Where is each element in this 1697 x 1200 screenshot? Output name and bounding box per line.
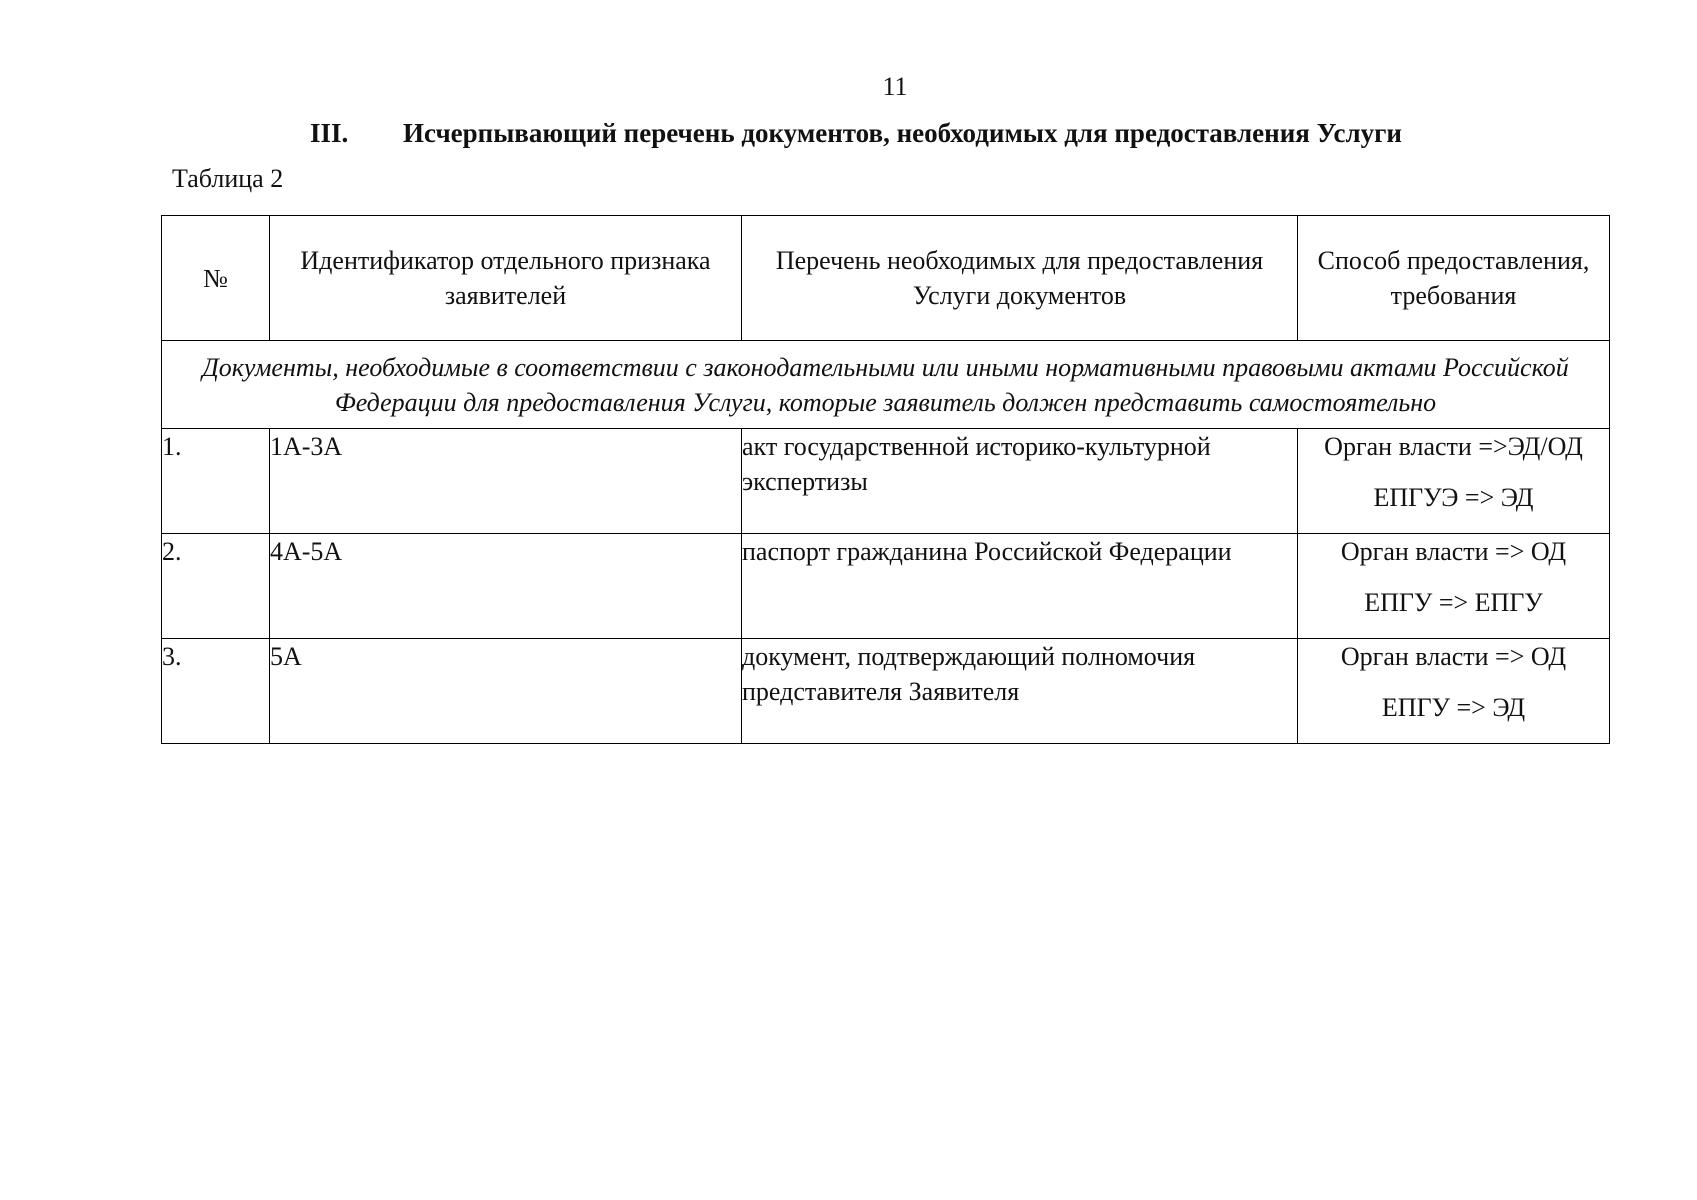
row-document: паспорт гражданина Российской Федерации [742, 534, 1298, 639]
row-identifier: 5А [270, 639, 742, 744]
header-documents: Перечень необходимых для предоставления Услуги документов [742, 216, 1298, 341]
row-method [1298, 429, 1610, 534]
row-number: 1. [162, 429, 270, 534]
row-method-line: ЕПГУ => ЕПГУ [1364, 588, 1543, 617]
row-method-line: ЕПГУ => ЭД [1381, 693, 1526, 722]
page-number: 11 [882, 72, 908, 101]
table-row [162, 429, 1610, 534]
section-heading-number: III. [310, 118, 349, 148]
row-method [1298, 534, 1610, 639]
table-header-row [162, 216, 1610, 341]
table-row [162, 639, 1610, 744]
row-document: акт государственной историко-культурной экспертизы [742, 429, 1298, 534]
header-number: № [162, 216, 270, 341]
row-method-line: Орган власти => ОД [1340, 642, 1567, 671]
header-identifier: Идентификатор отдельного признака заявителей [270, 216, 742, 341]
row-number: 3. [162, 639, 270, 744]
row-method-line: Орган власти =>ЭД/ОД [1324, 432, 1583, 461]
section-heading [310, 117, 1402, 149]
row-number: 2. [162, 534, 270, 639]
row-method-line: ЕПГУЭ => ЭД [1373, 483, 1534, 512]
row-identifier: 1А-3А [270, 429, 742, 534]
table-section-row [162, 341, 1610, 429]
row-document: документ, подтверждающий полномочия представителя Заявителя [742, 639, 1298, 744]
row-method [1298, 639, 1610, 744]
documents-table [161, 215, 1610, 744]
section-heading-text: Исчерпывающий перечень документов, необходимых для предоставления Услуги [403, 118, 1402, 148]
row-method-line: Орган власти => ОД [1340, 537, 1567, 566]
table-row [162, 534, 1610, 639]
row-identifier: 4А-5А [270, 534, 742, 639]
table-caption: Таблица 2 [172, 164, 284, 193]
section-label: Документы, необходимые в соответствии с законодательными или иными нормативными правовыми актами Российской Федерации для предоставления Услуги, которые заявитель должен представить самостоятельно [162, 341, 1610, 429]
header-method: Способ предоставления, требования [1298, 216, 1610, 341]
